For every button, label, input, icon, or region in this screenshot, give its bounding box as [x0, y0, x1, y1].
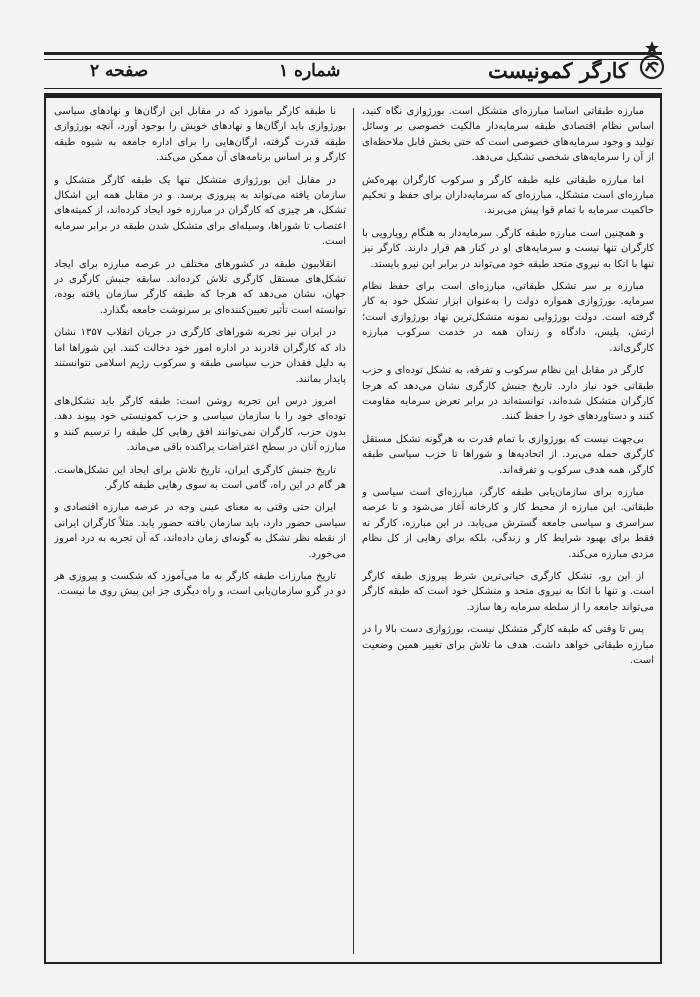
column-divider — [353, 108, 354, 954]
issue-number: شماره ۱ — [279, 61, 341, 81]
paragraph: در ایران نیز تجربه شوراهای کارگری در جریان انقلاب ۱۳۵۷ نشان داد که کارگران قادرند در اداره امور خود دخالت کنند. این شوراها اما به دلیل فقدان حزب سیاسی طبقه و سرکوب رژیم اسلامی نتوانستند پایدار بمانند. — [54, 327, 346, 385]
paragraph: در مقابل این بورژوازی متشکل تنها یک طبقه کارگر متشکل و سازمان یافته می‌تواند به پیروزی برسد. و در مقابل همه این اشکال تشکل، هر چیزی که کارگران در مبارزه خود ایجاد کرده‌اند، از کمیته‌های اعتصاب تا شوراها، وسیله‌ای برای متشکل شدن طبقه در برابر سرمایه است. — [54, 174, 346, 248]
masthead-title: کارگر کمونیست — [488, 58, 628, 83]
article-column-right — [362, 104, 654, 960]
paragraph: انقلابیون طبقه در کشورهای مختلف در عرصه مبارزه برای ایجاد تشکل‌های مستقل کارگری تلاش کرده‌اند. سابقه جنبش کارگری در جهان، نشان می‌دهد که هرجا که طبقه کارگر سازمان یافته بوده، توانسته است تأثیر تعیین‌کننده‌ای بر سرنوشت جامعه بگذارد. — [54, 258, 346, 316]
paragraph: کارگر در مقابل این نظام سرکوب و تفرقه، به تشکل توده‌ای و حزب طبقاتی خود نیاز دارد. تاریخ جنبش کارگری نشان می‌دهد که هرجا کارگران متشکل شده‌اند، توانسته‌اند در برابر تعرض سرمایه مقاومت کنند و دستاوردهای خود را حفظ کنند. — [362, 365, 654, 423]
paragraph: بی‌جهت نیست که بورژوازی با تمام قدرت به هرگونه تشکل مستقل کارگری حمله می‌برد. از اتحادیه‌ها و شوراها تا حزب سیاسی طبقه کارگر، همه هدف سرکوب و تفرقه‌اند. — [362, 433, 654, 476]
masthead — [44, 52, 662, 96]
paragraph: پس تا وقتی که طبقه کارگر متشکل نیست، بورژوازی دست بالا را در مبارزه طبقاتی خواهد داشت. هدف ما تلاش برای تغییر همین وضعیت است. — [362, 624, 654, 666]
paragraph: مبارزه بر سر تشکل طبقاتی، مبارزه‌ای است برای حفظ نظام سرمایه. بورژوازی همواره دولت را به‌عنوان ابزار تشکل خود به کار گرفته است. دولت بورژوایی نمونه متشکل‌ترین نهاد بورژوازی است؛ ارتش، پلیس، دادگاه و زندان همه در خدمت سرکوب مبارزه کارگری‌اند. — [362, 281, 654, 354]
paragraph: و همچنین است مبارزه طبقه کارگر. سرمایه‌دار به هنگام رویارویی با کارگران تنها نیست و سرمایه‌های او در کنار هم قرار دارند. کارگر نیز تنها با اتکا به نیروی متحد طبقه خود می‌تواند در برابر این نیرو بایستد. — [362, 227, 654, 270]
paragraph: اما مبارزه طبقاتی علیه طبقه کارگر و سرکوب کارگران بهره‌کش مبارزه‌ای است متشکل، مبارزه‌ای که سرمایه‌داران برای حفظ و تحکیم حاکمیت سرمایه با تمام قوا پیش می‌برند. — [362, 174, 654, 217]
page-number: صفحه ۲ — [90, 61, 149, 81]
paragraph: از این رو، تشکل کارگری حیاتی‌ترین شرط پیروزی طبقه کارگر است. و تنها با اتکا به نیروی متحد و متشکل خود است که طبقه کارگر می‌تواند جامعه را از سلطه سرمایه رها سازد. — [362, 570, 654, 613]
paragraph: ایران حتی وقتی به معنای عینی وجه در عرصه مبارزه اقتصادی و سیاسی حضور دارد، باید سازمان یافته حضور یابد. مثلاً کارگران ایرانی از نقطه نظر تشکل به گونه‌ای زمان داده‌اند، که آن تجربه به درد امروز می‌خورد. — [54, 502, 346, 560]
emblem-icon — [638, 39, 666, 83]
paragraph: تاریخ جنبش کارگری ایران، تاریخ تلاش برای ایجاد این تشکل‌هاست. هر گام در این راه، گامی است به سوی رهایی طبقه کارگر. — [54, 464, 346, 491]
article-column-left — [54, 104, 346, 960]
paragraph: تاریخ مبارزات طبقه کارگر به ما می‌آموزد که شکست و پیروزی هر دو در گرو سازمان‌یابی است، و راه دیگری جز این پیش روی ما نیست. — [54, 570, 346, 598]
paragraph: مبارزه طبقاتی اساسا مبارزه‌ای متشکل است. بورژوازی نگاه کنید، اساس نظام اقتصادی طبقه سرمایه‌دار مالکیت خصوصی بر وسائل تولید و وجود سرمایه‌های خصوصی است که حتی بخش قابل ملاحظه‌ای از آن را سرمایه‌های شخصی تشکیل می‌دهد. — [362, 106, 654, 164]
paragraph: امروز درس این تجربه روشن است: طبقه کارگر باید تشکل‌های توده‌ای خود را با سازمان سیاسی و حزب کمونیستی خود پیوند دهد. بدون حزب، کارگران نمی‌توانند افق رهایی کل طبقه را ترسیم کنند و مبارزه آنان در سطح اعتراضات پراکنده باقی می‌ماند. — [54, 395, 346, 454]
paragraph: مبارزه برای سازمان‌یابی طبقه کارگر، مبارزه‌ای است سیاسی و طبقاتی. این مبارزه از محیط کار و کارخانه آغاز می‌شود و تا عرصه سراسری و سیاسی جامعه گسترش می‌یابد. در این مبارزه، کارگر نه فقط برای بهبود شرایط کار و زندگی، بلکه برای رهایی از کل نظام مزدی مبارزه می‌کند. — [362, 486, 654, 560]
paragraph: نا طبقه کارگر بیاموزد که در مقابل این ارگان‌ها و نهادهای سیاسی بورژوازی باید ارگان‌ها و نهادهای خویش را بوجود آورد، آنچه بورژوازی طبقه قدرت گرفته، ارگان‌هایی را برای اداره جامعه به شیوه طبقه کارگر و بر اساس برنامه‌های آن ممکن می‌کند. — [54, 106, 346, 164]
